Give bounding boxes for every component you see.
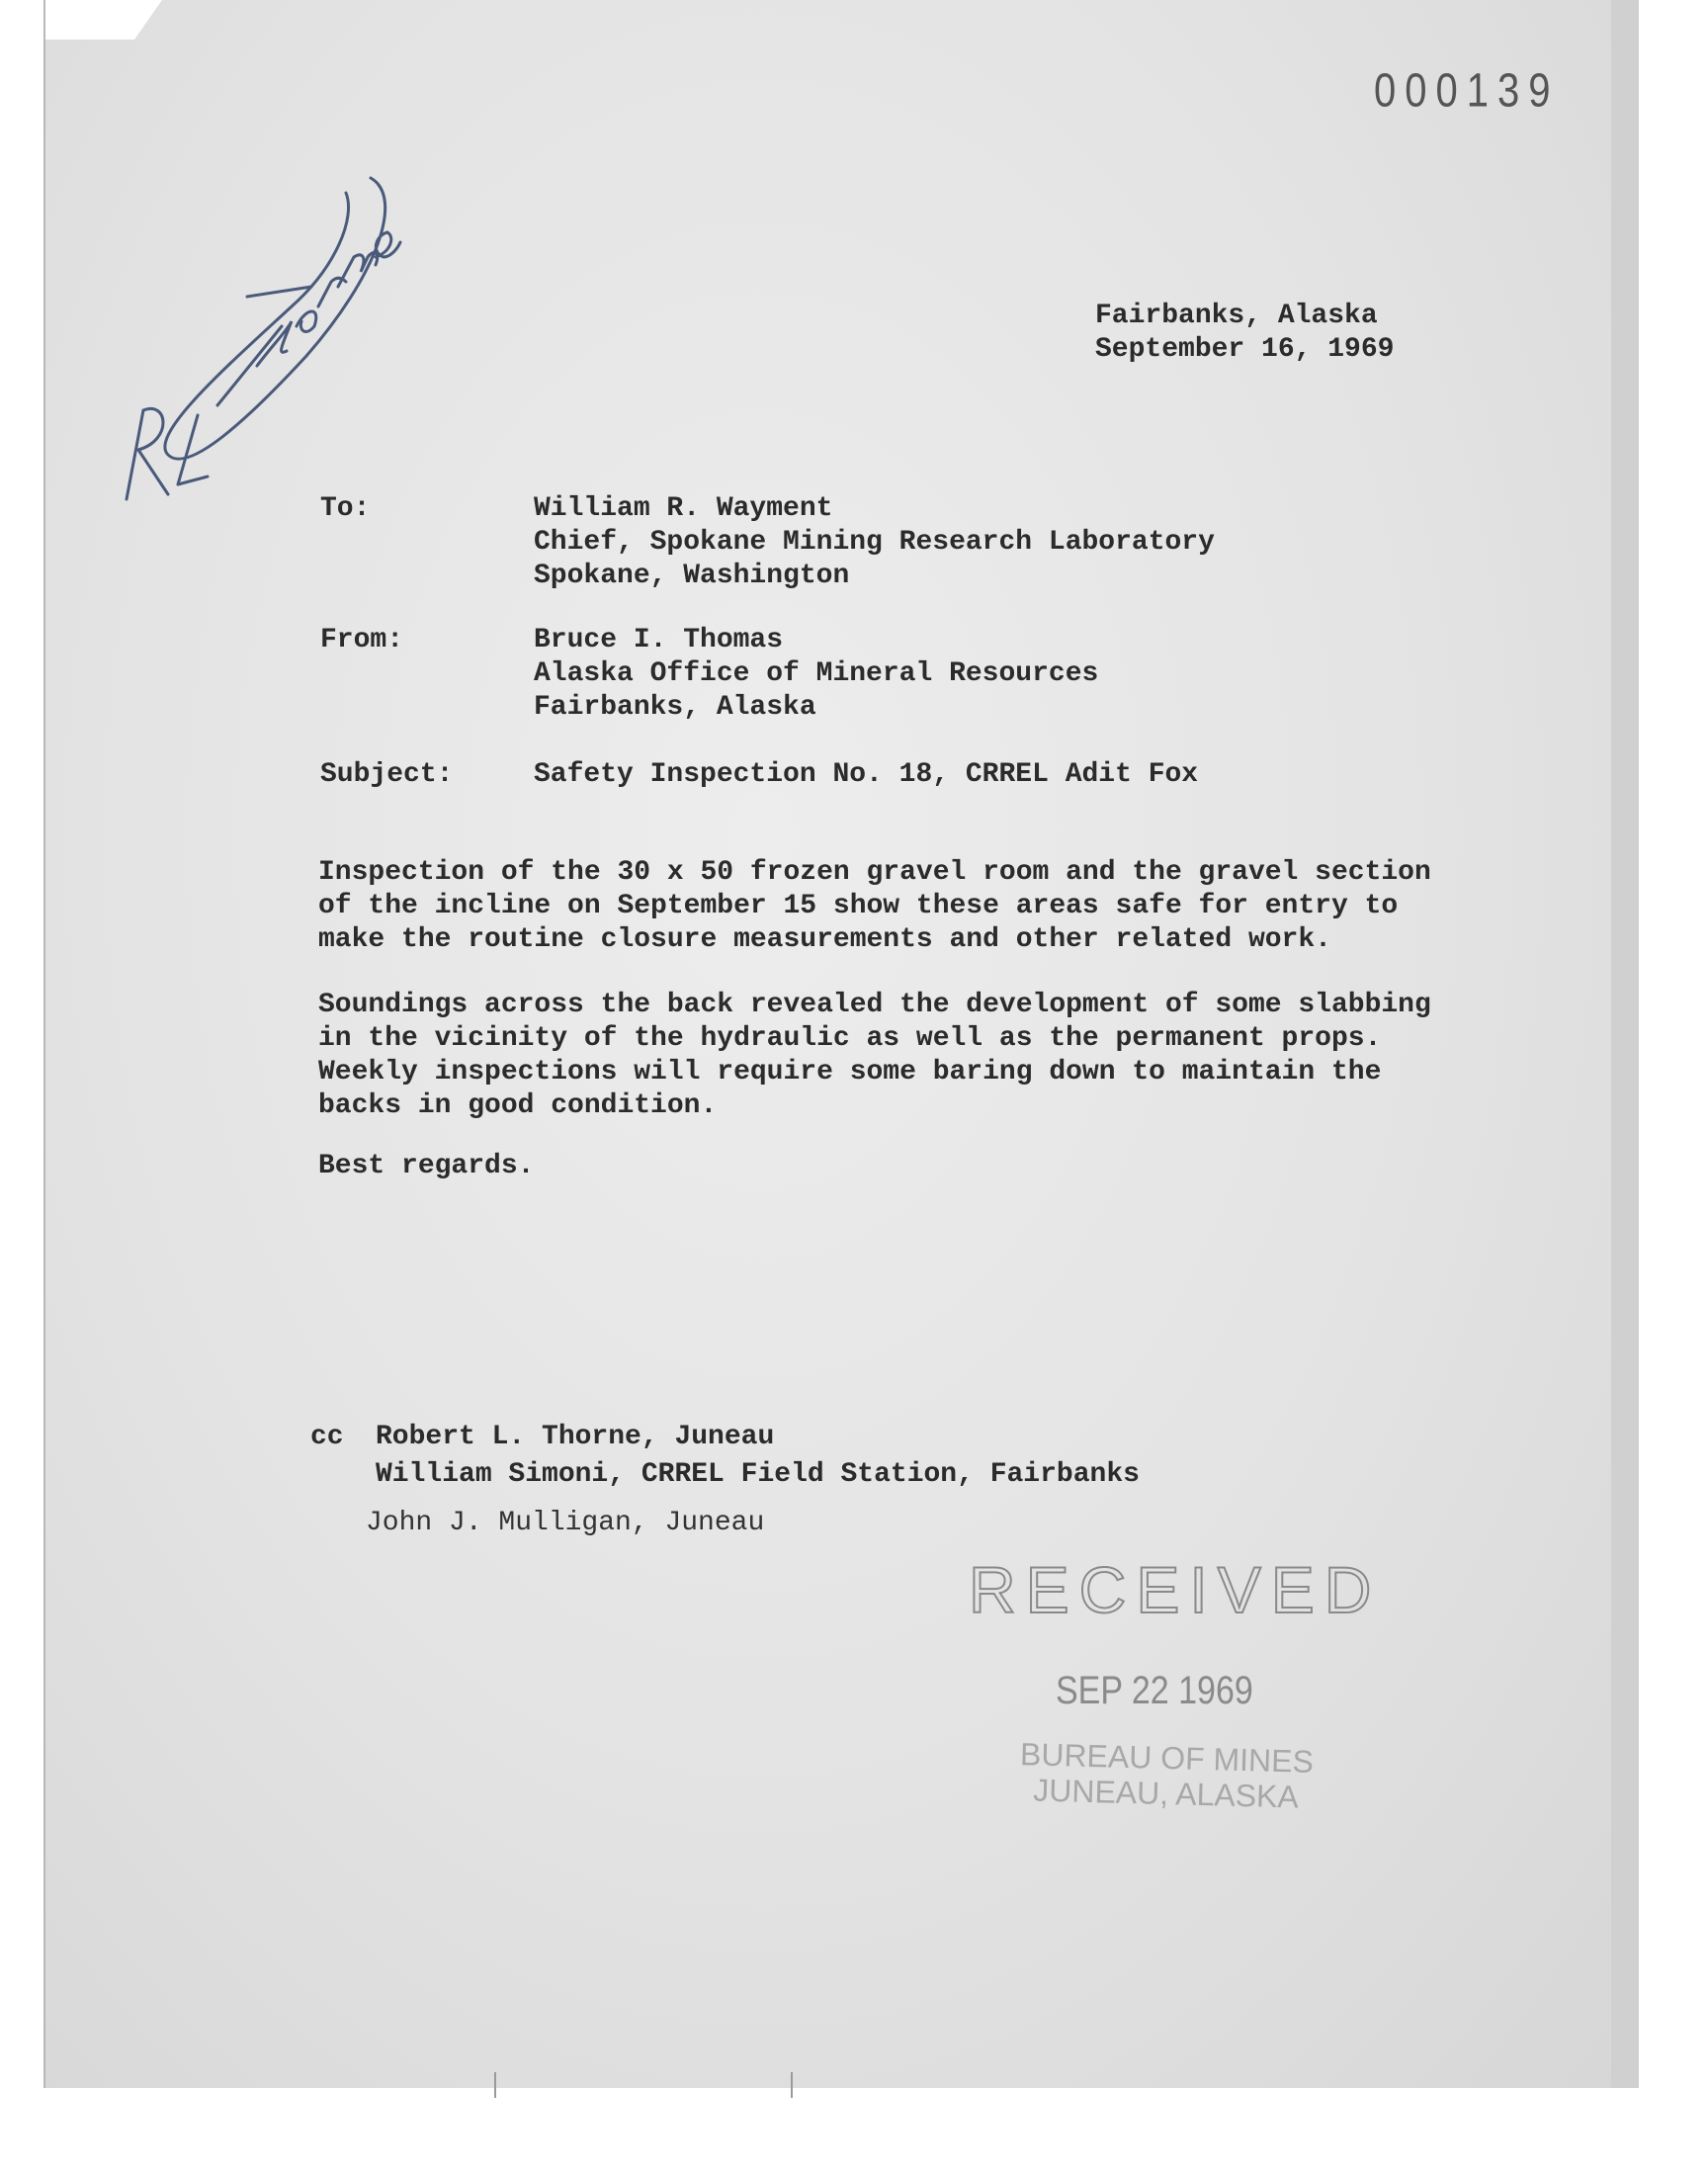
from-sender (534, 624, 1098, 725)
from-line: Fairbanks, Alaska (534, 692, 816, 723)
stamp-office-line: BUREAU OF MINES (1019, 1736, 1315, 1780)
place-date-block (1095, 300, 1394, 367)
scan-tick-mark (791, 2072, 793, 2098)
handwritten-annotation-rl-thorne (109, 158, 405, 524)
to-line: Spokane, Washington (534, 561, 850, 591)
closing: Best regards. (318, 1151, 535, 1181)
cc-label: cc (310, 1422, 344, 1452)
from-line: Bruce I. Thomas (534, 625, 784, 655)
cc-recipient: Robert L. Thorne, Juneau (376, 1422, 775, 1452)
to-line: Chief, Spokane Mining Research Laboratory (534, 527, 1215, 558)
stamp-office-line: JUNEAU, ALASKA (1032, 1772, 1300, 1815)
subject-label: Subject: (320, 759, 454, 790)
paragraph-line: Weekly inspections will require some baring down to maintain the (318, 1057, 1382, 1088)
paragraph-line: in the vicinity of the hydraulic as well as the permanent props. (318, 1023, 1382, 1054)
stamp-office (958, 1735, 1375, 1817)
paragraph-line: Soundings across the back revealed the development of some slabbing (318, 990, 1431, 1020)
stamp-received-text: RECEIVED (969, 1553, 1382, 1626)
date: September 16, 1969 (1095, 334, 1395, 365)
to-recipient (534, 492, 1215, 593)
body-paragraph-1 (318, 856, 1445, 957)
from-label: From: (320, 625, 404, 655)
from-line: Alaska Office of Mineral Resources (534, 658, 1099, 689)
paragraph-line: Inspection of the 30 x 50 frozen gravel room and the gravel section (318, 857, 1431, 888)
body-paragraph-2 (318, 989, 1445, 1123)
paragraph-line: backs in good condition. (318, 1090, 718, 1121)
subject-text: Safety Inspection No. 18, CRREL Adit Fox (534, 759, 1199, 790)
place: Fairbanks, Alaska (1095, 301, 1378, 331)
stamp-date: SEP 22 1969 (1056, 1669, 1253, 1712)
cc-recipient: William Simoni, CRREL Field Station, Fairbanks (376, 1459, 1140, 1490)
paragraph-line: of the incline on September 15 show these areas safe for entry to (318, 891, 1399, 921)
page-shadow-edge (1611, 0, 1639, 2088)
cc-recipient: John J. Mulligan, Juneau (366, 1508, 765, 1538)
document-number: 000139 (1374, 64, 1560, 118)
scan-margin (0, 2088, 1708, 2175)
scan-tick-mark (494, 2072, 496, 2098)
to-label: To: (320, 493, 371, 524)
received-stamp (969, 1552, 1384, 1849)
paragraph-line: make the routine closure measurements and other related work. (318, 924, 1331, 955)
to-line: William R. Wayment (534, 493, 833, 524)
